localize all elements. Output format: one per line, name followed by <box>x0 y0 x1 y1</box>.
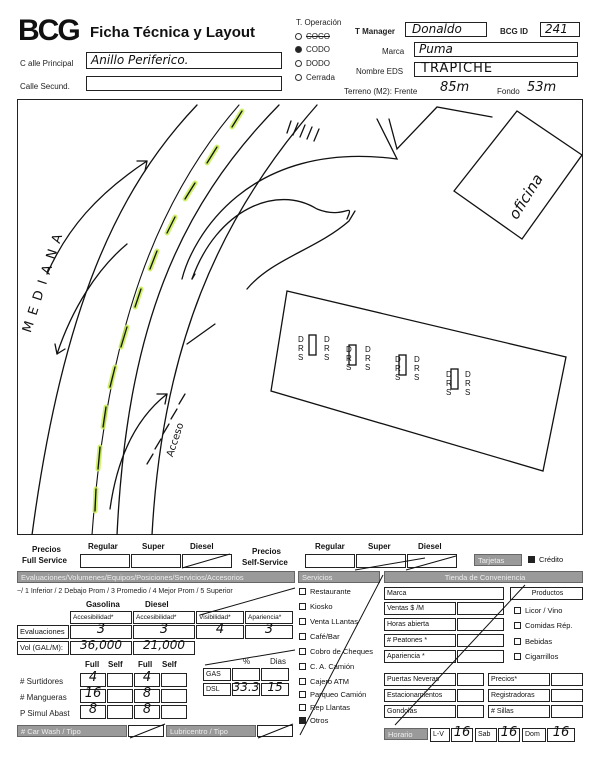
registradoras-label: Registradoras <box>488 689 550 702</box>
dispenser-letter: S <box>324 353 330 362</box>
simul-label: P Simul Abast <box>20 709 70 718</box>
diesel-label: Diesel <box>145 600 169 609</box>
surtidores-label: # Surtidores <box>20 677 64 686</box>
eval-hand-4: 3 <box>264 622 274 637</box>
full-head-2: Full <box>138 660 153 669</box>
tienda-productos-label: Productos <box>510 587 583 600</box>
calle-principal-label: C alle Principal <box>20 59 74 68</box>
self-head-1: Self <box>108 660 123 669</box>
vol-label: Vol (GAL/M): <box>17 641 69 655</box>
surt-full-dsl-value: 4 <box>142 670 152 685</box>
acceso-text: Acceso <box>165 421 187 459</box>
page-title: Ficha Técnica y Layout <box>90 24 256 41</box>
credito-label: Crédito <box>539 555 564 564</box>
ss-diesel-head: Diesel <box>418 542 442 551</box>
peatones-label: # Peatones * <box>384 634 456 647</box>
bcg-id-label: BCG ID <box>500 27 528 36</box>
servicio-label-cobro-cheques: Cobro de Cheques <box>310 647 373 656</box>
fs-super-head: Super <box>142 542 165 551</box>
t-manager-label: T Manager <box>355 27 396 36</box>
dispenser-letter: R <box>346 354 352 363</box>
fs-diesel-head: Diesel <box>190 542 214 551</box>
dispenser-letter: D <box>324 335 330 344</box>
self-service-label-1: Precios <box>252 547 281 556</box>
frente-value: 85m <box>440 80 470 95</box>
dispenser-letter: S <box>446 388 452 397</box>
oficina-text: oficina <box>505 170 547 223</box>
nombre-eds-value: TRAPICHE <box>421 61 494 76</box>
calle-principal-value: Anillo Periferico. <box>91 53 189 67</box>
logo: BCG <box>18 14 79 47</box>
gondolas-label: Gondolas <box>384 705 456 718</box>
dispenser-letter: S <box>365 363 371 372</box>
servicio-label-restaurante: Restaurante <box>310 587 351 596</box>
lv-label: L-V <box>430 728 450 742</box>
col-head-visibilidad: Visibilidad* <box>196 611 244 624</box>
dispenser-letter: R <box>365 354 371 363</box>
servicio-label-rep-llantas: Rep Llantas <box>310 703 351 712</box>
eval-hand-1: 3 <box>96 622 106 637</box>
t-manager-value: Donaldo <box>412 22 462 36</box>
mediana-text: MEDIANA <box>20 225 69 335</box>
dispenser-letter: D <box>365 345 371 354</box>
gasolina-label: Gasolina <box>86 600 120 609</box>
apariencia-label: Apariencia * <box>384 650 456 663</box>
radio-cerrada-label: Cerrada <box>306 73 335 82</box>
eval-hand-2: 3 <box>159 622 169 637</box>
tienda-marca-label: Marca <box>384 587 504 600</box>
evaluaciones-bar: Evaluaciones/Volumenes/Equipos/Posiciones/Servicios/Accesorios <box>17 571 295 583</box>
pct-label: % <box>243 657 251 666</box>
mang-full-dsl-value: 8 <box>142 686 152 701</box>
fs-regular-head: Regular <box>88 542 118 551</box>
mangueras-label: # Mangueras <box>20 693 67 702</box>
ss-super-head: Super <box>368 542 391 551</box>
producto-label-cigarrillos: Cigarrillos <box>525 652 559 661</box>
dispenser-letter: D <box>346 345 352 354</box>
self-head-2: Self <box>162 660 177 669</box>
horas-label: Horas abierta <box>384 618 456 631</box>
dispenser-letter: S <box>346 363 352 372</box>
dias-label: Dias <box>270 657 287 666</box>
producto-label-bebidas: Bebidas <box>525 637 553 646</box>
dom-value: 16 <box>552 725 570 740</box>
tarjetas-bar: Tarjetas <box>474 554 522 566</box>
dispenser-letter: R <box>465 379 471 388</box>
fondo-value: 53m <box>527 80 557 95</box>
dispenser-letter: R <box>414 364 420 373</box>
carwash-bar: # Car Wash / Tipo <box>17 725 127 737</box>
dispenser-letter: D <box>465 370 471 379</box>
mang-full-gas-value: 16 <box>84 686 102 701</box>
radio-coco-label: COCO <box>306 32 330 41</box>
sab-value: 16 <box>500 725 518 740</box>
dispenser-letter: S <box>465 388 471 397</box>
dispenser-letter: D <box>414 355 420 364</box>
sab-label: Sab <box>475 728 497 742</box>
dispenser-letter: S <box>414 373 420 382</box>
marca-value: Puma <box>419 42 453 56</box>
dispenser-letter: R <box>324 344 330 353</box>
fondo-label: Fondo <box>497 87 520 96</box>
dispenser-letter: D <box>395 355 401 364</box>
col-head-apariencia: Apariencia* <box>245 611 293 624</box>
dsl-dias-value: 15 <box>267 680 283 694</box>
eval-hand-3: 4 <box>215 622 225 637</box>
dom-label: Dom <box>522 728 546 742</box>
marca-label: Marca <box>382 47 405 56</box>
bcg-id-value: 241 <box>545 22 568 36</box>
dispenser-letter: D <box>446 370 452 379</box>
dsl-label: DSL <box>203 683 231 696</box>
scale-legend: ~/ 1 Inferior / 2 Debajo Prom / 3 Promedio / 4 Mejor Prom / 5 Superior <box>17 588 233 595</box>
col-head-accesibilidad-1: Accesibilidad* <box>70 611 132 624</box>
calle-secund-label: Calle Secund. <box>20 82 70 91</box>
terreno-label: Terreno (M2): Frente <box>344 87 418 96</box>
evaluaciones-label: Evaluaciones <box>17 625 69 639</box>
ventas-label: Ventas $ /M <box>384 602 456 615</box>
gas-label: GAS <box>203 668 231 681</box>
radio-codo-label: CODO <box>306 45 330 54</box>
full-service-label-2: Full Service <box>22 556 67 565</box>
dispenser-letter: R <box>446 379 452 388</box>
dispenser-letter: R <box>395 364 401 373</box>
servicio-label-kiosko: Kiosko <box>310 602 333 611</box>
col-head-accesibilidad-2: Accesibilidad* <box>133 611 195 624</box>
vol-diesel-value: 21,000 <box>143 638 185 652</box>
dsl-pct-value: 33.3 <box>232 680 260 694</box>
t-operacion-label: T. Operación <box>296 18 342 27</box>
dispenser-letter: R <box>298 344 304 353</box>
precios-label: Precios* <box>488 673 550 686</box>
tienda-bar: Tienda de Conveniencia <box>384 571 583 583</box>
servicio-label-cajero-atm: Cajero ATM <box>310 677 350 686</box>
dispenser-letter: S <box>298 353 304 362</box>
servicio-label-otros: Otros <box>310 716 329 725</box>
simul-full-gas-value: 8 <box>88 702 98 717</box>
vol-gas-value: 36,000 <box>80 638 122 652</box>
servicio-label-venta-llantas: Venta LLantas <box>310 617 358 626</box>
estacionamientos-label: Estacionamientos <box>384 689 456 702</box>
dispenser-letter: S <box>395 373 401 382</box>
self-service-label-2: Self-Service <box>242 558 288 567</box>
servicio-label-parqueo-camion: Parqueo Camión <box>310 690 367 699</box>
servicios-bar: Servicios <box>298 571 380 583</box>
radio-dodo-label: DODO <box>306 59 330 68</box>
producto-label-licor: Licor / Vino <box>525 606 563 615</box>
servicio-label-cafe-bar: Café/Bar <box>310 632 340 641</box>
producto-label-comidas: Comidas Rép. <box>525 621 573 630</box>
lubricentro-bar: Lubricentro / Tipo <box>166 725 256 737</box>
lv-value: 16 <box>453 725 471 740</box>
dispenser-letter: D <box>298 335 304 344</box>
surt-full-gas-value: 4 <box>88 670 98 685</box>
puertas-label: Puertas Neveras <box>384 673 456 686</box>
full-service-label-1: Precios <box>32 545 61 554</box>
full-head-1: Full <box>85 660 100 669</box>
ss-regular-head: Regular <box>315 542 345 551</box>
simul-full-dsl-value: 8 <box>142 702 152 717</box>
sillas-label: # Sillas <box>488 705 550 718</box>
horario-bar: Horario <box>384 728 428 740</box>
servicio-label-ca-camion: C. A. Camión <box>310 662 355 671</box>
nombre-eds-label: Nombre EDS <box>356 67 404 76</box>
